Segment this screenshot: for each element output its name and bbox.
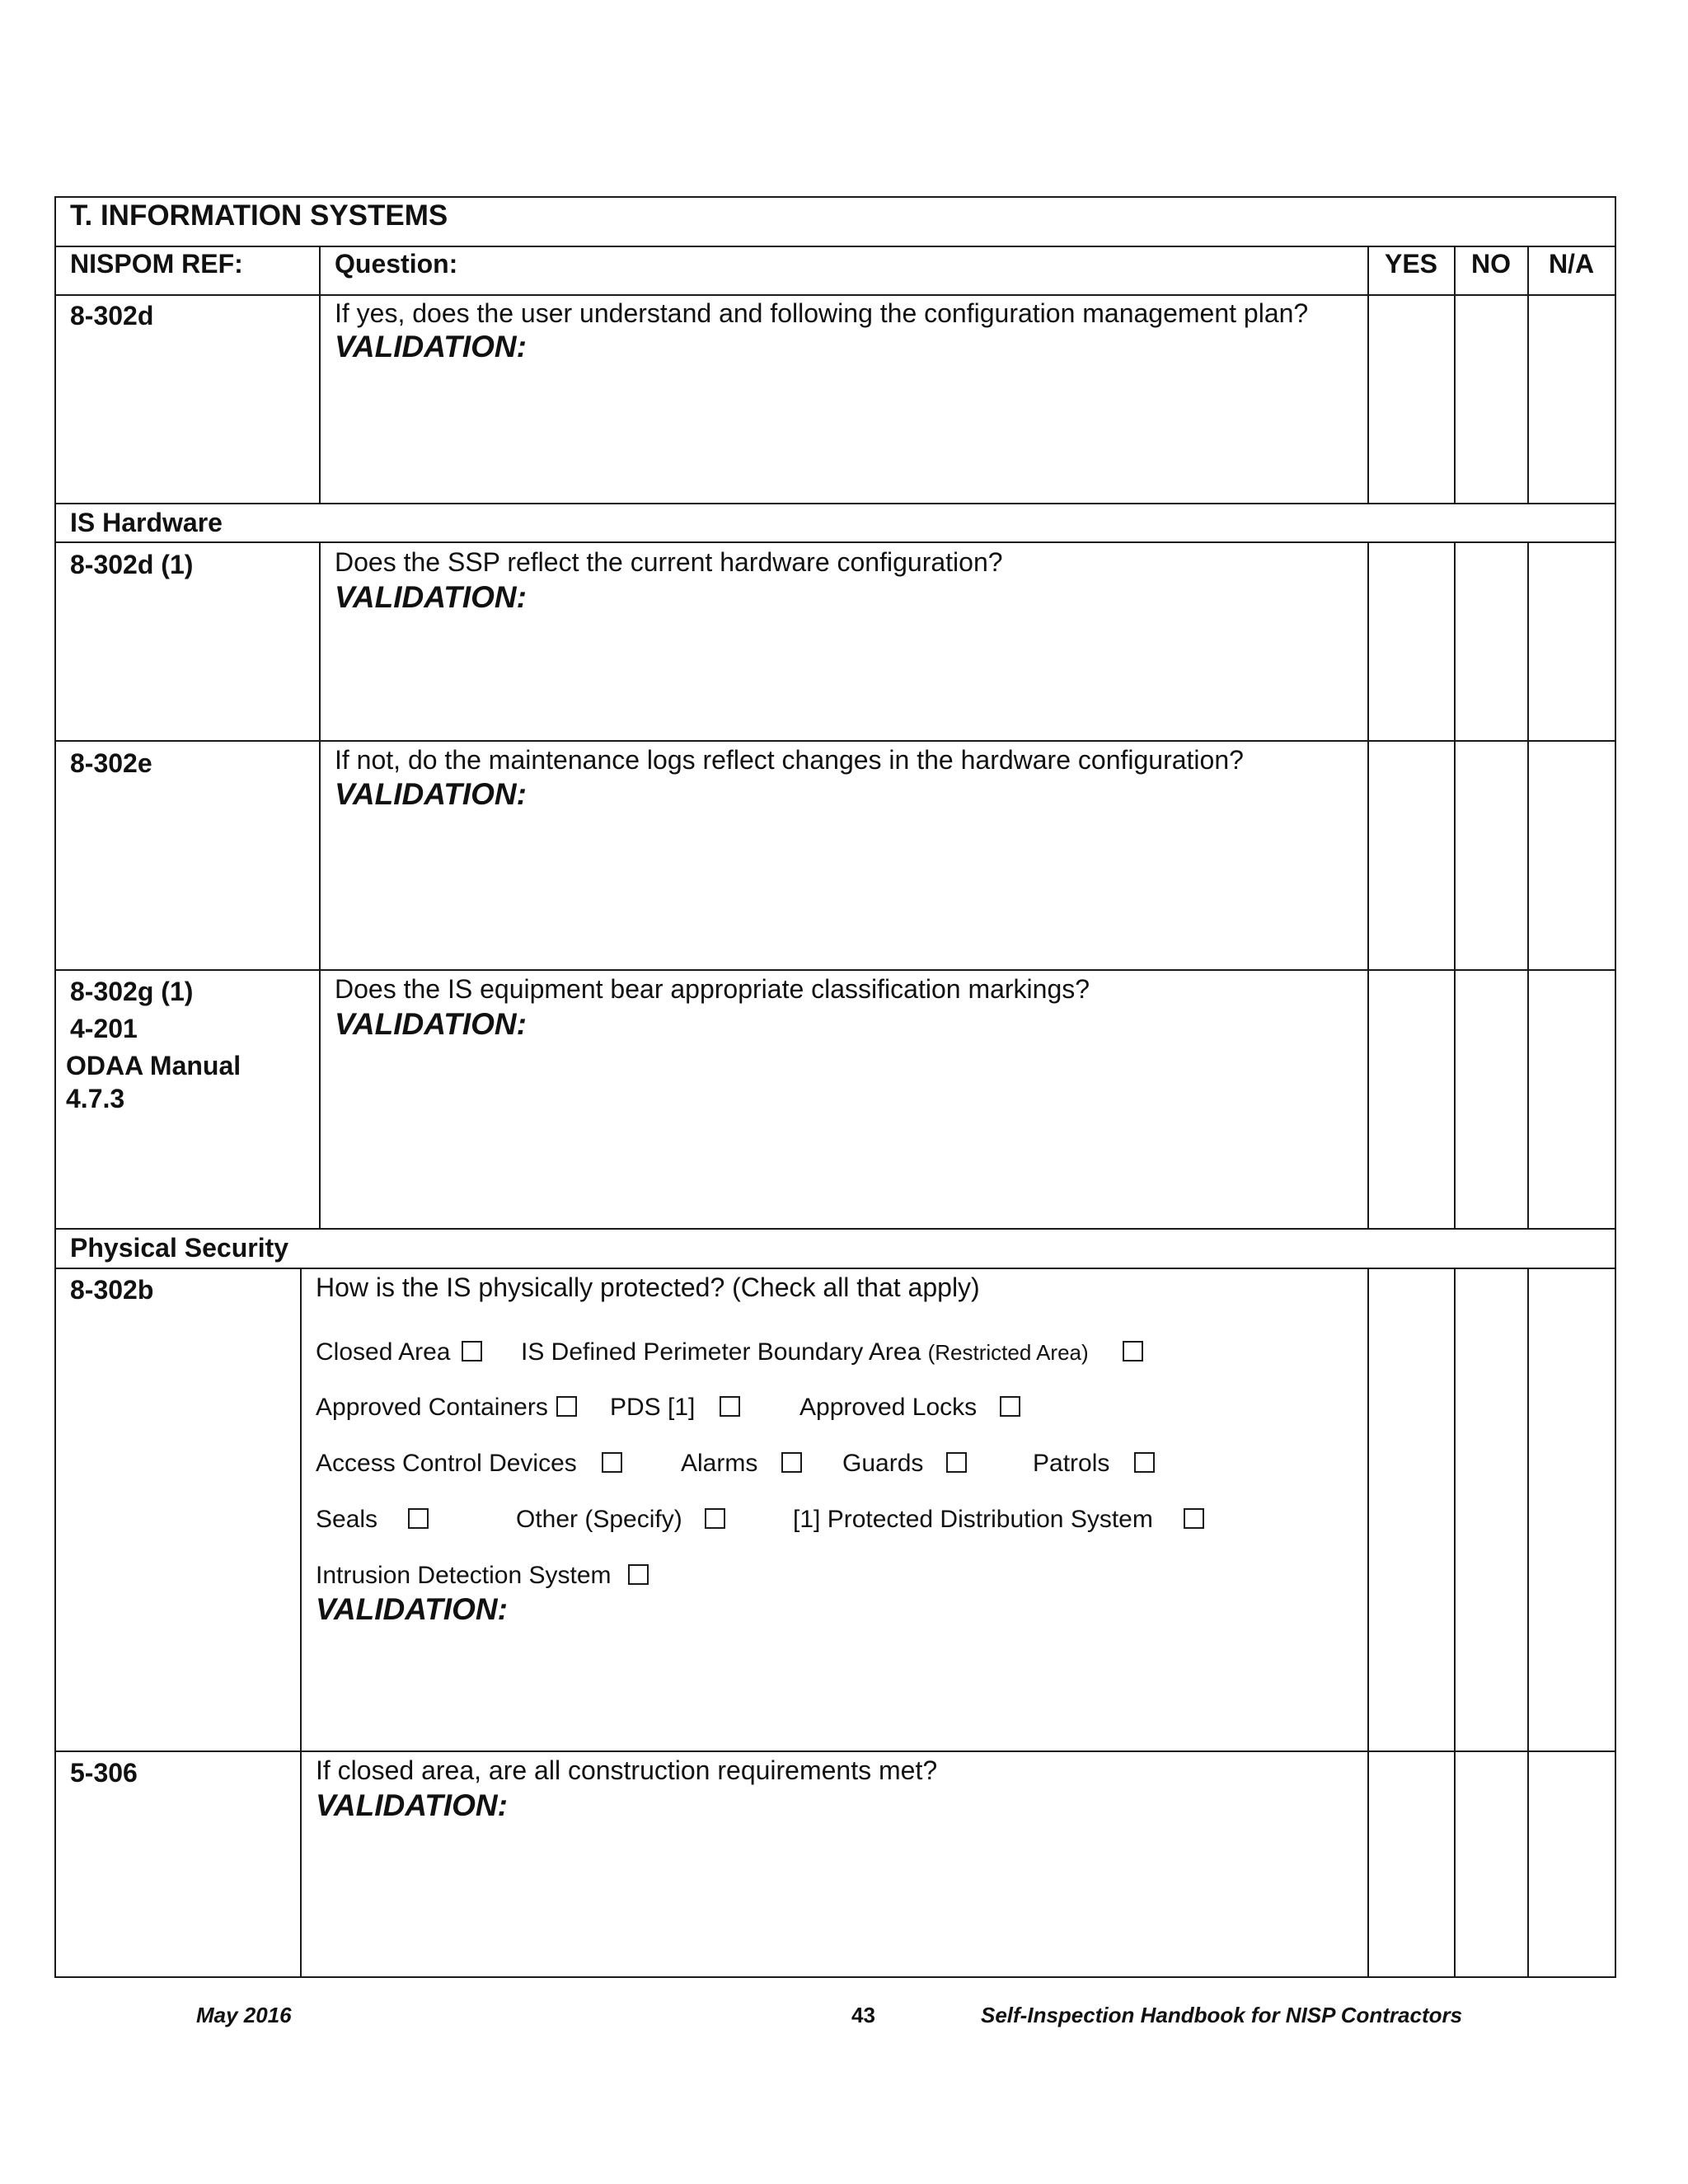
patrols-checkbox[interactable] — [1134, 1452, 1155, 1473]
validation-label: VALIDATION: — [335, 777, 527, 811]
option-guards: Guards — [842, 1450, 924, 1477]
section-physical-security: Physical Security — [70, 1233, 289, 1263]
row-question: Does the IS equipment bear appropriate classification markings? — [335, 974, 1090, 1004]
option-closed-area: Closed Area — [316, 1338, 451, 1366]
row-ref: 8-302g (1) — [70, 977, 194, 1006]
row-ref: 8-302d (1) — [70, 550, 194, 579]
na-cell[interactable] — [1529, 971, 1615, 1228]
row-ref: 5-306 — [70, 1758, 138, 1788]
footer-page-number: 43 — [851, 2003, 875, 2027]
row-question: Does the SSP reflect the current hardware configuration? — [335, 547, 1003, 577]
row-ref: 4.7.3 — [66, 1084, 125, 1113]
option-other: Other (Specify) — [516, 1506, 682, 1533]
header-ref: NISPOM REF: — [70, 249, 243, 279]
approved-locks-checkbox[interactable] — [1000, 1396, 1020, 1417]
no-cell[interactable] — [1456, 742, 1527, 969]
row-ref: 8-302e — [70, 748, 152, 778]
approved-containers-checkbox[interactable] — [556, 1396, 577, 1417]
yes-cell[interactable] — [1369, 296, 1454, 503]
yes-cell[interactable] — [1369, 971, 1454, 1228]
option-approved-containers: Approved Containers — [316, 1394, 548, 1421]
no-cell[interactable] — [1456, 1752, 1527, 1976]
yes-cell[interactable] — [1369, 1752, 1454, 1976]
header-no: NO — [1471, 249, 1511, 279]
section-title: T. INFORMATION SYSTEMS — [70, 199, 448, 232]
section-is-hardware: IS Hardware — [70, 508, 223, 537]
no-cell[interactable] — [1456, 1269, 1527, 1750]
row-question: How is the IS physically protected? (Check all that apply) — [316, 1272, 980, 1302]
footer-date: May 2016 — [196, 2003, 292, 2027]
row-question: If not, do the maintenance logs reflect changes in the hardware configuration? — [335, 745, 1244, 775]
alarms-checkbox[interactable] — [781, 1452, 802, 1473]
closed-area-checkbox[interactable] — [462, 1341, 482, 1361]
na-cell[interactable] — [1529, 296, 1615, 503]
footer-title: Self-Inspection Handbook for NISP Contractors — [981, 2003, 1463, 2027]
pds-footnote-checkbox[interactable] — [1184, 1508, 1204, 1529]
yes-cell[interactable] — [1369, 1269, 1454, 1750]
row-question: If closed area, are all construction requirements met? — [316, 1755, 938, 1785]
option-is-defined-perimeter — [521, 1338, 1089, 1366]
na-cell[interactable] — [1529, 1269, 1615, 1750]
validation-label: VALIDATION: — [335, 580, 527, 614]
is-defined-perimeter-checkbox[interactable] — [1123, 1341, 1143, 1361]
option-patrols: Patrols — [1033, 1450, 1110, 1477]
option-seals: Seals — [316, 1506, 378, 1533]
other-checkbox[interactable] — [705, 1508, 725, 1529]
option-alarms: Alarms — [681, 1450, 758, 1477]
validation-label: VALIDATION: — [335, 330, 527, 363]
row-ref: ODAA Manual — [66, 1051, 241, 1080]
yes-cell[interactable] — [1369, 543, 1454, 740]
option-pds-footnote: [1] Protected Distribution System — [793, 1506, 1153, 1533]
guards-checkbox[interactable] — [946, 1452, 967, 1473]
option-is-defined-perimeter-label: IS Defined Perimeter Boundary Area — [521, 1338, 921, 1366]
row-question: If yes, does the user understand and following the configuration management plan? — [335, 298, 1309, 328]
option-approved-locks: Approved Locks — [799, 1394, 978, 1421]
pds-checkbox[interactable] — [720, 1396, 740, 1417]
header-na: N/A — [1548, 249, 1595, 279]
na-cell[interactable] — [1529, 543, 1615, 740]
yes-cell[interactable] — [1369, 742, 1454, 969]
na-cell[interactable] — [1529, 1752, 1615, 1976]
validation-label: VALIDATION: — [316, 1788, 508, 1822]
option-pds: PDS [1] — [610, 1394, 696, 1421]
validation-label: VALIDATION: — [316, 1592, 508, 1626]
row-ref: 8-302d — [70, 301, 154, 330]
validation-label: VALIDATION: — [335, 1007, 527, 1041]
na-cell[interactable] — [1529, 742, 1615, 969]
option-access-control-devices: Access Control Devices — [316, 1450, 577, 1477]
access-control-devices-checkbox[interactable] — [602, 1452, 622, 1473]
header-yes: YES — [1384, 249, 1438, 279]
option-restricted-area-note: (Restricted Area) — [927, 1340, 1089, 1365]
row-ref: 4-201 — [70, 1014, 138, 1043]
intrusion-detection-checkbox[interactable] — [628, 1564, 649, 1585]
option-intrusion-detection: Intrusion Detection System — [316, 1562, 612, 1589]
no-cell[interactable] — [1456, 296, 1527, 503]
no-cell[interactable] — [1456, 543, 1527, 740]
seals-checkbox[interactable] — [408, 1508, 429, 1529]
row-ref: 8-302b — [70, 1275, 154, 1305]
no-cell[interactable] — [1456, 971, 1527, 1228]
header-question: Question: — [335, 249, 458, 279]
